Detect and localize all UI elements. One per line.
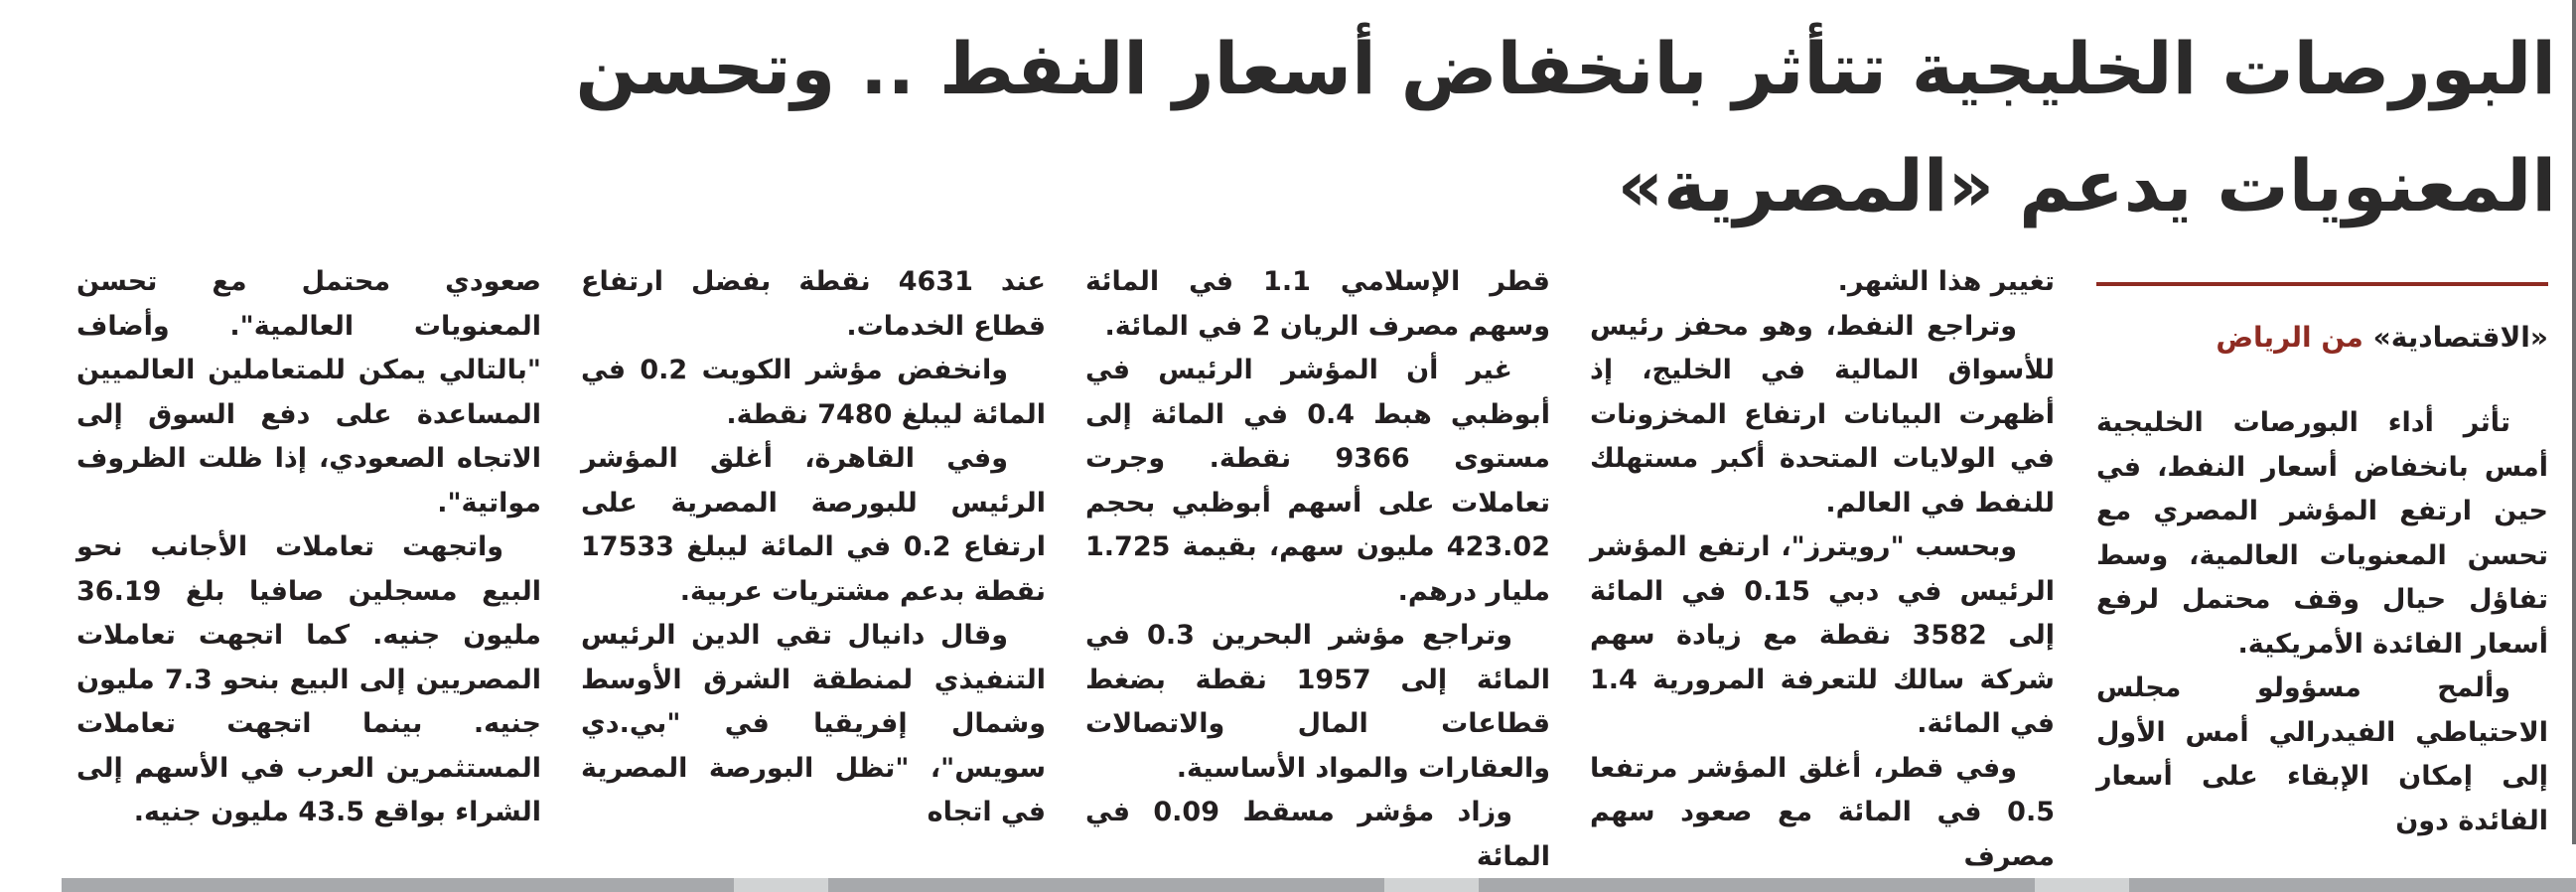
paragraph: وتراجع النفط، وهو محفز رئيس للأسواق المالية في الخليج، إذ أظهرت البيانات ارتفاع المخزونات في الولايات المتحدة أكبر مستهلك للنفط في العالم.	[1590, 310, 2055, 519]
bar-segment	[2129, 878, 2576, 892]
paragraph: وقال دانيال تقي الدين الرئيس التنفيذي لمنطقة الشرق الأوسط وشمال إفريقيا في "بي.دي سويس"، "تظل البورصة المصرية في اتجاه	[581, 620, 1046, 827]
page-edge-rule	[2572, 0, 2576, 844]
article-column-3	[1085, 260, 1550, 872]
paragraph: وتراجع مؤشر البحرين 0.3 في المائة إلى 1957 نقطة بضغط قطاعات المال والاتصالات والعقارات والمواد الأساسية.	[1085, 620, 1550, 784]
bar-segment	[828, 878, 1384, 892]
paragraph: قطر الإسلامي 1.1 في المائة وسهم مصرف الريان 2 في المائة.	[1085, 266, 1550, 342]
article-column-2	[1590, 260, 2056, 872]
article-columns	[76, 260, 2548, 872]
byline-divider	[2096, 282, 2548, 286]
paragraph: وفي القاهرة، أغلق المؤشر الرئيس للبورصة المصرية على ارتفاع 0.2 في المائة ليبلغ 17533 نقطة بدعم مشتريات عربية.	[581, 443, 1046, 607]
article-lead	[2096, 401, 2548, 843]
paragraph: وزاد مؤشر مسقط 0.09 في المائة	[1085, 797, 1550, 872]
paragraph: صعودي محتمل مع تحسن المعنويات العالمية". وأضاف "بالتالي يمكن للمتعاملين العالميين المساعدة على دفع السوق إلى الاتجاه الصعودي، إذا ظلت الظروف مواتية".	[76, 266, 541, 519]
paragraph: تأثر أداء البورصات الخليجية أمس بانخفاض أسعار النفط، في حين ارتفع المؤشر المصري مع تحسن المعنويات العالمية، وسط تفاؤل حيال وقف محتمل لرفع أسعار الفائدة الأمريكية.	[2096, 407, 2548, 660]
paragraph: وفي قطر، أغلق المؤشر مرتفعا 0.5 في المائة مع صعود سهم مصرف	[1590, 752, 2055, 872]
bar-segment	[1479, 878, 2035, 892]
paragraph: واتجهت تعاملات الأجانب نحو البيع مسجلين صافيا بلغ 36.19 مليون جنيه. كما اتجهت تعاملات المصريين إلى البيع بنحو 7.3 مليون جنيه. بينما اتجهت تعاملات المستثمرين العرب في الأسهم إلى الشراء بواقع 43.5 مليون جنيه.	[76, 531, 541, 827]
bar-segment	[734, 878, 828, 892]
article-column-4	[581, 260, 1046, 836]
byline-source: «الاقتصادية»	[2372, 321, 2548, 354]
article-column-1	[2096, 260, 2548, 836]
byline-place: من الرياض	[2216, 321, 2363, 354]
bar-segment	[2035, 878, 2129, 892]
paragraph: عند 4631 نقطة بفضل ارتفاع قطاع الخدمات.	[581, 266, 1046, 342]
paragraph: غير أن المؤشر الرئيس في أبوظبي هبط 0.4 في المائة إلى مستوى 9366 نقطة. وجرت تعاملات على أسهم أبوظبي بحجم 423.02 مليون سهم، بقيمة 1.725 مليار درهم.	[1085, 355, 1550, 607]
bar-segment	[1384, 878, 1479, 892]
paragraph: تغيير هذا الشهر.	[1837, 266, 2055, 297]
paragraph: وألمح مسؤولو مجلس الاحتياطي الفيدرالي أمس الأول إلى إمكان الإبقاء على أسعار الفائدة دون	[2096, 672, 2548, 836]
bottom-decorative-bar	[62, 878, 2576, 892]
paragraph: وبحسب "رويترز"، ارتفع المؤشر الرئيس في دبي 0.15 في المائة إلى 3582 نقطة مع زيادة سهم شركة سالك للتعرفة المرورية 1.4 في المائة.	[1590, 531, 2056, 739]
article-headline: البورصات الخليجية تتأثر بانخفاض أسعار النفط .. وتحسن المعنويات يدعم «المصرية»	[575, 27, 2556, 227]
byline	[2096, 316, 2548, 360]
article-column-5	[76, 260, 541, 836]
bar-segment	[62, 878, 734, 892]
paragraph: وانخفض مؤشر الكويت 0.2 في المائة ليبلغ 7480 نقطة.	[581, 355, 1046, 430]
